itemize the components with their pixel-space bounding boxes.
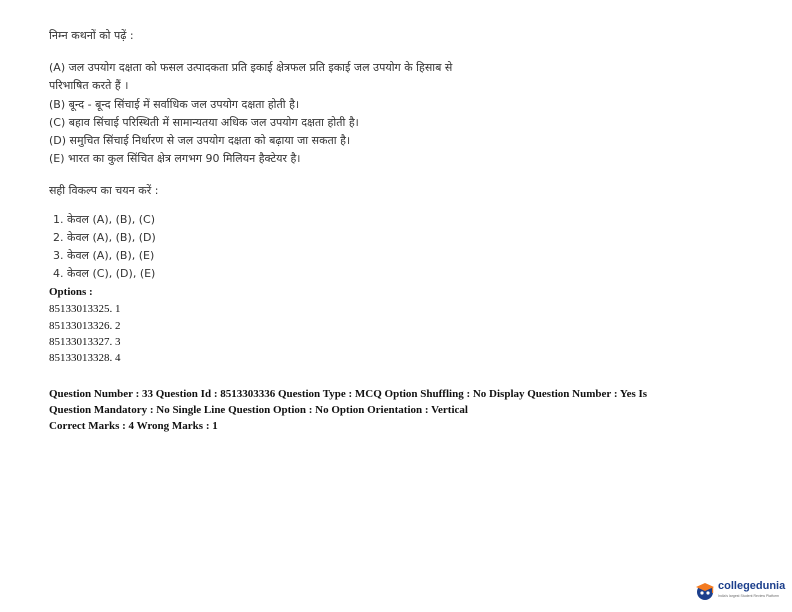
option-item-2: 85133013326. 2 xyxy=(49,320,121,332)
question-instruction: निम्न कथनों को पढ़ें : xyxy=(49,29,134,42)
statement-a-line2: परिभाषित करते हैं । xyxy=(49,79,129,92)
choose-prompt: सही विकल्प का चयन करें : xyxy=(49,184,159,197)
statement-e: (E) भारत का कुल सिंचित क्षेत्र लगभग 90 मिलियन हैक्टेयर है। xyxy=(49,152,301,165)
option-item-4: 85133013328. 4 xyxy=(49,352,121,364)
logo-tagline: India's largest Student Review Platform xyxy=(718,594,779,598)
question-meta-line2: Question Mandatory : No Single Line Question Option : No Option Orientation : Vertical xyxy=(49,404,468,416)
choice-4: 4. केवल (C), (D), (E) xyxy=(53,267,156,280)
choice-3: 3. केवल (A), (B), (E) xyxy=(53,249,155,262)
graduation-cap-icon xyxy=(694,580,716,602)
choice-2: 2. केवल (A), (B), (D) xyxy=(53,231,156,244)
statement-b: (B) बून्द - बून्द सिंचाई में सर्वाधिक जल उपयोग दक्षता होती है। xyxy=(49,98,300,111)
collegedunia-logo xyxy=(694,578,786,606)
question-meta-line3: Correct Marks : 4 Wrong Marks : 1 xyxy=(49,420,218,432)
question-meta-line1: Question Number : 33 Question Id : 8513303336 Question Type : MCQ Option Shuffling : No Display Question Number : Yes Is xyxy=(49,388,648,400)
choice-1: 1. केवल (A), (B), (C) xyxy=(53,213,155,226)
option-item-1: 85133013325. 1 xyxy=(49,303,121,315)
logo-wordmark: collegedunia xyxy=(718,580,786,592)
options-heading: Options : xyxy=(49,286,93,298)
option-item-3: 85133013327. 3 xyxy=(49,336,121,348)
statement-c: (C) बहाव सिंचाई परिस्थिती में सामान्यतया अधिक जल उपयोग दक्षता होती है। xyxy=(49,116,359,129)
statement-a-line1: (A) जल उपयोग दक्षता को फसल उत्पादकता प्रति इकाई क्षेत्रफल प्रति इकाई जल उपयोग के हिसाब से xyxy=(49,61,453,74)
statement-d: (D) समुचित सिंचाई निर्धारण से जल उपयोग दक्षता को बढ़ाया जा सकता है। xyxy=(49,134,351,147)
